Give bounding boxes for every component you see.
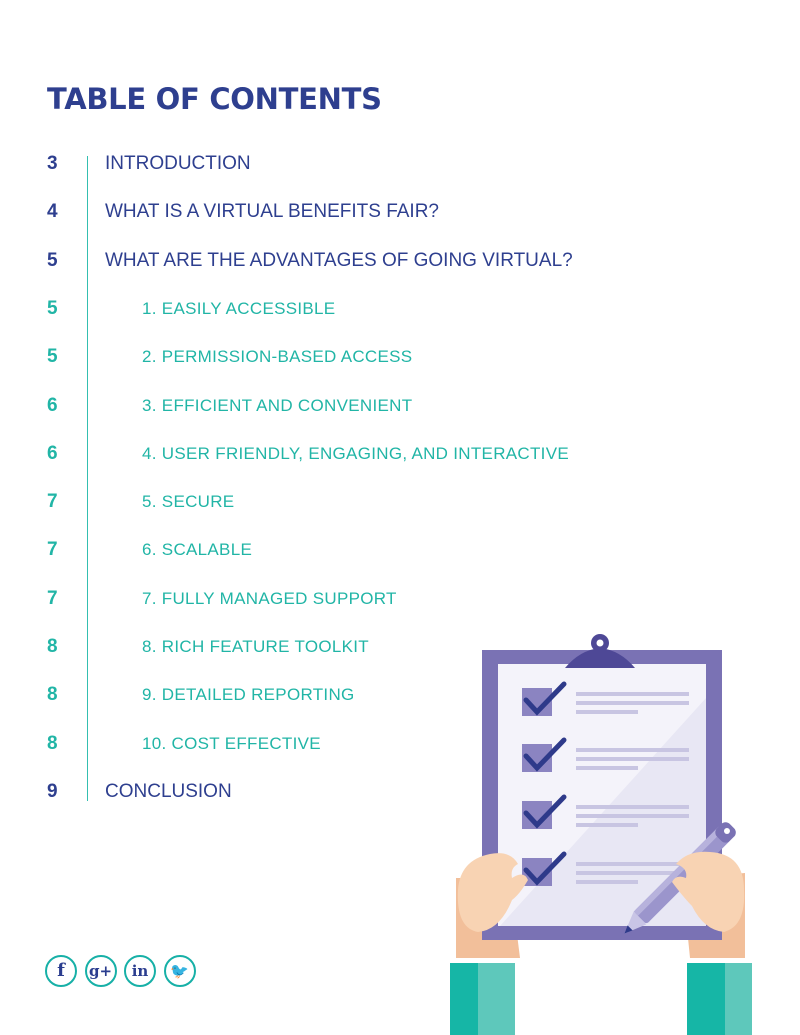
facebook-icon[interactable]: f (45, 955, 77, 987)
toc-entry-title: CONCLUSION (105, 780, 232, 802)
toc-entry-title: 2. PERMISSION-BASED ACCESS (142, 347, 413, 367)
linkedin-icon[interactable]: in (124, 955, 156, 987)
toc-entry-title: 1. EASILY ACCESSIBLE (142, 298, 336, 318)
toc-entry[interactable] (0, 150, 600, 178)
toc-page-number: 5 (47, 297, 58, 319)
toc-entry[interactable] (0, 295, 600, 323)
toc-entry-title: 8. RICH FEATURE TOOLKIT (142, 637, 369, 656)
toc-entry[interactable] (0, 343, 600, 371)
toc-page-number: 8 (47, 684, 58, 706)
toc-page-number: 3 (47, 153, 58, 174)
toc-entry[interactable] (0, 392, 600, 420)
toc-page-number: 6 (47, 442, 58, 464)
toc-entry[interactable] (0, 198, 600, 226)
toc-entry-title: 10. COST EFFECTIVE (142, 733, 321, 753)
toc-page-number: 9 (47, 780, 58, 802)
google-plus-icon[interactable]: g+ (85, 955, 117, 987)
toc-page-number: 7 (47, 539, 58, 561)
toc-page-number: 5 (47, 249, 58, 271)
toc-page-number: 4 (47, 201, 58, 223)
left-sleeve-shade (478, 963, 515, 1035)
toc-entry[interactable] (0, 536, 600, 564)
toc-page-number: 6 (47, 394, 58, 416)
toc-entry[interactable] (0, 247, 600, 275)
toc-entry[interactable] (0, 440, 600, 468)
toc-page-number: 7 (47, 587, 58, 609)
toc-entry[interactable] (0, 488, 600, 516)
twitter-icon[interactable]: 🐦 (164, 955, 196, 987)
toc-entry-title: 3. EFFICIENT AND CONVENIENT (142, 395, 413, 415)
toc-entry-title: 9. DETAILED REPORTING (142, 685, 355, 705)
clipboard-checklist-illustration (440, 628, 760, 1035)
toc-entry-title: 4. USER FRIENDLY, ENGAGING, AND INTERACTIVE (142, 443, 569, 463)
toc-entry-title: INTRODUCTION (105, 153, 251, 174)
toc-entry-title: 6. SCALABLE (142, 540, 253, 560)
toc-entry-title: WHAT IS A VIRTUAL BENEFITS FAIR? (105, 201, 439, 223)
right-sleeve-shade (725, 963, 752, 1035)
toc-entry-title: WHAT ARE THE ADVANTAGES OF GOING VIRTUAL? (105, 249, 573, 271)
page-title: TABLE OF CONTENTS (47, 82, 382, 116)
toc-page-number: 8 (47, 732, 58, 754)
toc-page-number: 7 (47, 491, 58, 513)
toc-page-number: 5 (47, 346, 58, 368)
toc-entry-title: 7. FULLY MANAGED SUPPORT (142, 588, 397, 608)
toc-entry-title: 5. SECURE (142, 492, 235, 512)
toc-entry[interactable] (0, 585, 600, 613)
toc-page-number: 8 (47, 636, 58, 657)
